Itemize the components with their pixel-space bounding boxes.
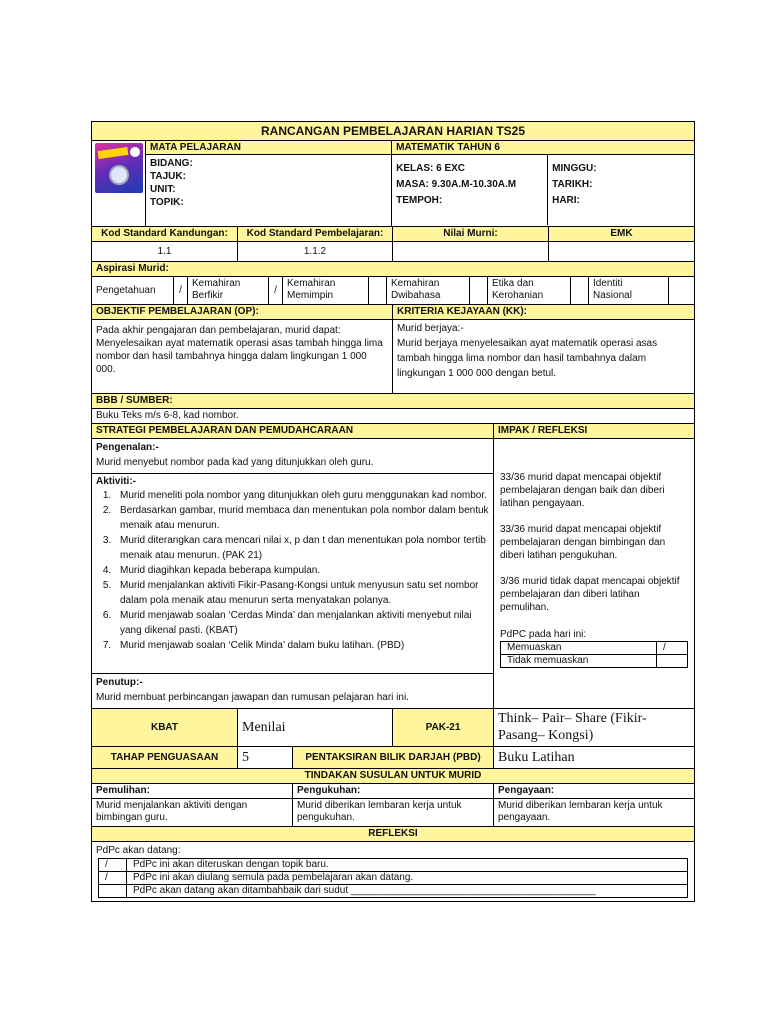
- refleksi-header-row: [92, 827, 694, 842]
- refleksi-text: PdPc akan datang akan ditambahbaik dari sudut ____________________________________________: [127, 885, 688, 898]
- pemulihan-head: Pemulihan:: [92, 784, 293, 798]
- aspirasi-item-mark: [369, 277, 387, 304]
- pdpc-status-mark: /: [657, 642, 688, 655]
- op-kk-row: [92, 320, 694, 394]
- standards-header-row: [92, 227, 694, 242]
- aspirasi-item-label: Kemahiran Memimpin: [283, 277, 369, 304]
- pbd-label: PENTAKSIRAN BILIK DARJAH (PBD): [293, 747, 494, 768]
- kod-pembelajaran-value: 1.1.2: [238, 242, 393, 261]
- class-info-cell: [392, 141, 694, 226]
- tarikh-label: TARIKH:: [552, 179, 593, 190]
- pdpc-status-label: Memuaskan: [501, 642, 657, 655]
- refleksi-row: [92, 842, 694, 901]
- header-block: [92, 141, 694, 227]
- table-row: [99, 885, 688, 898]
- tahap-row: [92, 747, 694, 769]
- textbook-cover-image: [95, 143, 143, 193]
- pengayaan-text: Murid diberikan lembaran kerja untuk pengayaan.: [498, 800, 663, 823]
- aspirasi-item-mark: /: [269, 277, 283, 304]
- aktiviti-list: [114, 488, 489, 653]
- aspirasi-row: [92, 277, 694, 305]
- subject-info-cell: [146, 141, 392, 226]
- impak-pengukuhan: 33/36 murid dapat mencapai objektif pembelajaran dengan bimbingan dan diberi latihan pengukuhan.: [500, 524, 666, 561]
- pbd-value: Buku Latihan: [498, 749, 575, 765]
- tindakan-label: TINDAKAN SUSULAN UNTUK MURID: [304, 770, 482, 781]
- emk-value: [549, 242, 694, 261]
- bbb-text: Buku Teks m/s 6-8, kad nombor.: [96, 410, 239, 421]
- strategi-header-row: [92, 424, 694, 439]
- table-row: [99, 872, 688, 885]
- kbat-label: KBAT: [92, 709, 238, 746]
- pak21-label: PAK-21: [393, 709, 494, 746]
- pak21-value: Think– Pair– Share (Fikir-Pasang– Kongsi): [498, 711, 647, 743]
- list-item: 2. Berdasarkan gambar, murid membaca dan menentukan pola nombor dalam bentuk menaik atau menurun.: [114, 503, 489, 533]
- book-cover-cell: [92, 141, 146, 226]
- aspirasi-item-label: Identiti Nasional: [589, 277, 669, 304]
- tahap-label: TAHAP PENGUASAAN: [92, 747, 238, 768]
- mata-pelajaran-label: MATA PELAJARAN: [146, 141, 391, 155]
- refleksi-mark: /: [99, 872, 127, 885]
- kod-pembelajaran-header: Kod Standard Pembelajaran:: [238, 227, 393, 241]
- refleksi-label: REFLEKSI: [368, 828, 418, 839]
- kbat-value: Menilai: [238, 709, 393, 746]
- tindakan-header-row: [92, 769, 694, 784]
- list-item: 5. Murid menjalankan aktiviti Fikir-Pasang-Kongsi untuk menyusun satu set nombor dalam pola menaik atau menurun serta menyatakan polanya.: [114, 578, 489, 608]
- minggu-label: MINGGU:: [552, 163, 597, 174]
- impak-label: IMPAK / REFLEKSI: [498, 425, 588, 436]
- tajuk-label: TAJUK:: [150, 171, 186, 182]
- strategi-label: STRATEGI PEMBELAJARAN DAN PEMUDAHCARAAN: [92, 424, 494, 438]
- list-item: 4. Murid diagihkan kepada beberapa kumpulan.: [114, 563, 489, 578]
- kod-kandungan-value: 1.1: [92, 242, 238, 261]
- aspirasi-item-mark: [669, 277, 694, 304]
- list-item: 7. Murid menjawab soalan ‘Celik Minda’ dalam buku latihan. (PBD): [114, 638, 489, 653]
- tindakan-text-row: [92, 799, 694, 827]
- form-title: RANCANGAN PEMBELAJARAN HARIAN TS25: [92, 122, 694, 141]
- tempoh-label: TEMPOH:: [396, 195, 443, 206]
- aktiviti-label: Aktiviti:-: [96, 476, 136, 487]
- op-kk-header-row: [92, 305, 694, 320]
- pdpc-status-table: [500, 641, 688, 668]
- bbb-row: [92, 409, 694, 424]
- list-item: 1. Murid meneliti pola nombor yang ditunjukkan oleh guru menggunakan kad nombor.: [114, 488, 489, 503]
- pdpc-status-mark: [657, 655, 688, 668]
- refleksi-table: [98, 858, 688, 898]
- standards-value-row: [92, 242, 694, 262]
- pengenalan-label: Pengenalan:-: [96, 442, 159, 453]
- objektif-text: Pada akhir pengajaran dan pembelajaran, murid dapat: Menyelesaikan ayat matematik operasi asas tambah hingga lima nombor dan hasil tambahnya hingga dalam lingkungan 1 000 000.: [92, 320, 393, 393]
- table-row: [99, 859, 688, 872]
- impak-body: [494, 439, 694, 708]
- bbb-label: BBB / SUMBER:: [96, 395, 173, 406]
- emk-header: EMK: [610, 228, 633, 239]
- kbat-row: [92, 709, 694, 747]
- aspirasi-item-mark: [470, 277, 488, 304]
- pdpc-label: PdPC pada hari ini:: [500, 629, 587, 640]
- pengenalan-text: Murid menyebut nombor pada kad yang ditunjukkan oleh guru.: [96, 457, 374, 468]
- pengayaan-head: Pengayaan:: [498, 785, 555, 796]
- kriteria-intro: Murid berjaya:-: [397, 323, 464, 334]
- bidang-label: BIDANG:: [150, 158, 193, 169]
- strategi-row: [92, 439, 694, 709]
- pengukuhan-text: Murid diberikan lembaran kerja untuk pengukuhan.: [293, 799, 494, 826]
- refleksi-intro: PdPc akan datang:: [96, 845, 181, 856]
- kriteria-cell: [393, 320, 694, 393]
- list-item: 3. Murid diterangkan cara mencari nilai x, p dan t dan menentukan pola nombor tertib menaik atau menurun. (PAK 21): [114, 533, 489, 563]
- aspirasi-item-label: Kemahiran Dwibahasa: [387, 277, 470, 304]
- aspirasi-item-mark: [571, 277, 589, 304]
- impak-pengayaan: 33/36 murid dapat mencapai objektif pembelajaran dengan baik dan diberi latihan pengayaan.: [500, 472, 665, 509]
- pdpc-status-label: Tidak memuaskan: [501, 655, 657, 668]
- refleksi-body: [92, 842, 694, 901]
- unit-label: UNIT:: [150, 184, 176, 195]
- aspirasi-item-label: Kemahiran Berfikir: [188, 277, 269, 304]
- impak-pemulihan: 3/36 murid tidak dapat mencapai objektif pembelajaran dan diberi latihan pemulihan.: [500, 576, 680, 613]
- refleksi-mark: [99, 885, 127, 898]
- refleksi-text: PdPc ini akan diulang semula pada pembelajaran akan datang.: [127, 872, 688, 885]
- table-row: [501, 655, 688, 668]
- list-item: 6. Murid menjawab soalan ‘Cerdas Minda’ dan menjalankan aktiviti menyebut nilai yang dikenal pasti. (KBAT): [114, 608, 489, 638]
- aspirasi-item-label: Etika dan Kerohanian: [488, 277, 571, 304]
- strategi-body: [92, 439, 494, 708]
- pengukuhan-head: Pengukuhan:: [293, 784, 494, 798]
- kod-kandungan-header: Kod Standard Kandungan:: [92, 227, 238, 241]
- hari-label: HARI:: [552, 195, 580, 206]
- subject-name: MATEMATIK TAHUN 6: [392, 141, 694, 155]
- lesson-plan-form: [91, 121, 695, 902]
- aspirasi-item-label: Pengetahuan: [92, 277, 174, 304]
- topik-label: TOPIK:: [150, 197, 184, 208]
- bbb-header-row: [92, 394, 694, 409]
- kriteria-text: Murid berjaya menyelesaikan ayat matematik operasi asas tambah hingga lima nombor dan hasil tambahnya dalam lingkungan 1 000 000 dengan betul.: [397, 338, 658, 379]
- tindakan-head-row: [92, 784, 694, 799]
- aspirasi-item-mark: /: [174, 277, 188, 304]
- pemulihan-text: Murid menjalankan aktiviti dengan bimbingan guru.: [92, 799, 293, 826]
- aspirasi-label: Aspirasi Murid:: [96, 263, 169, 274]
- masa-label: MASA: 9.30A.M-10.30A.M: [396, 179, 517, 190]
- kelas-label: KELAS: 6 EXC: [396, 163, 466, 174]
- aspirasi-header-row: [92, 262, 694, 277]
- nilai-murni-value: [393, 242, 549, 261]
- nilai-murni-header: Nilai Murni:: [393, 227, 549, 241]
- kriteria-label: KRITERIA KEJAYAAN (KK):: [397, 306, 528, 317]
- penutup-text: Murid membuat perbincangan jawapan dan rumusan pelajaran hari ini.: [96, 692, 409, 703]
- refleksi-text: PdPc ini akan diteruskan dengan topik baru.: [127, 859, 688, 872]
- tahap-value: 5: [238, 747, 293, 768]
- refleksi-mark: /: [99, 859, 127, 872]
- penutup-label: Penutup:-: [96, 677, 143, 688]
- objektif-label: OBJEKTIF PEMBELAJARAN (OP):: [92, 305, 393, 319]
- table-row: [501, 642, 688, 655]
